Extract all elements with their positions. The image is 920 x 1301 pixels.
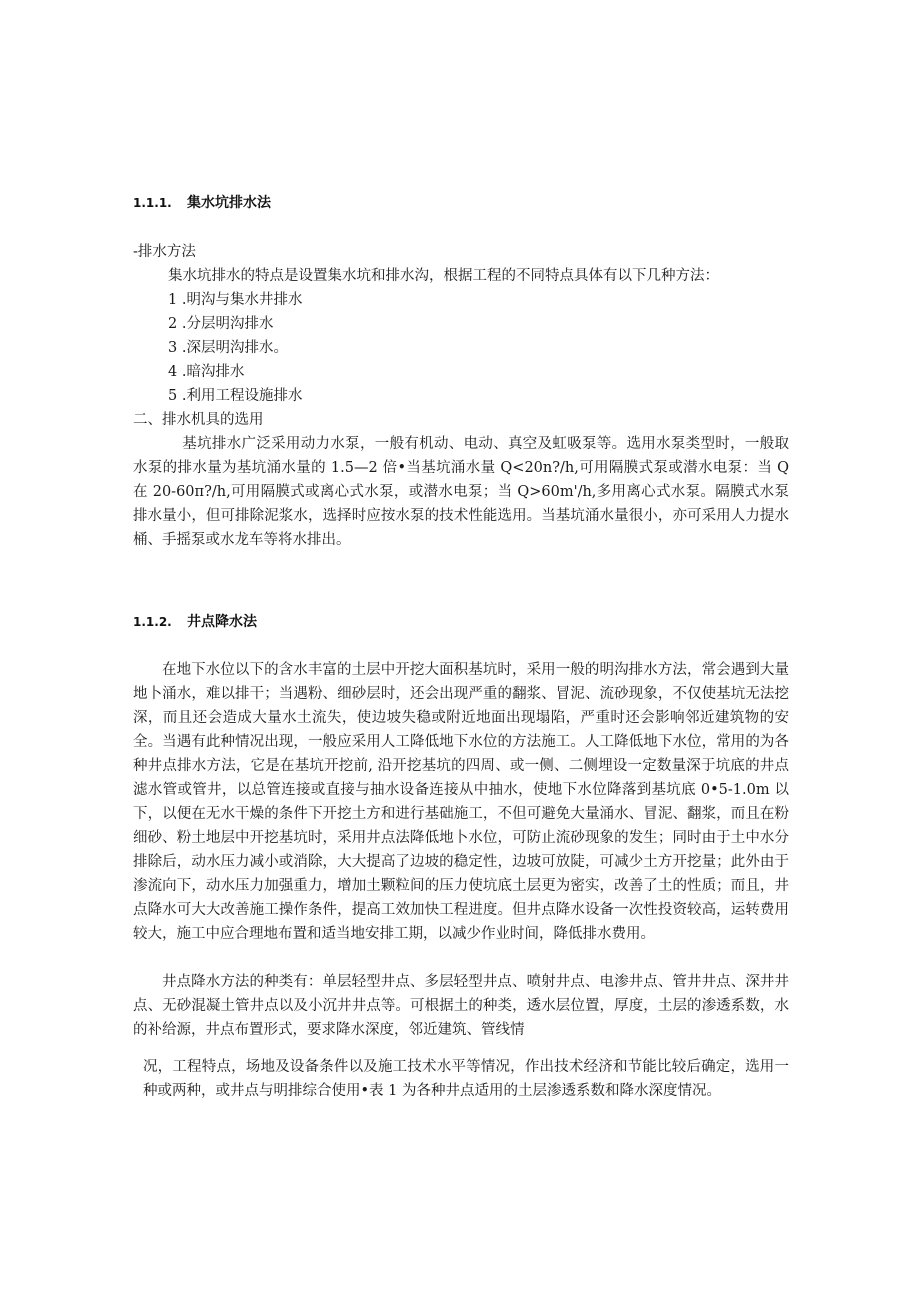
paragraph-wellpoint-types: 井点降水方法的种类有：单层轻型井点、多层轻型井点、喷射井点、电渗井点、管井井点、深井井点、无砂混凝土管井点以及小沉井井点等。可根据土的种类，透水层位置，厚度，土层的渗透系数，水的补给源，井点布置形式，要求降水深度，邻近建筑、管线情	[133, 974, 789, 1038]
section-heading-1-1-1	[133, 192, 271, 212]
intro-line: 集水坑排水的特点是设置集水坑和排水沟，根据工程的不同特点具体有以下几种方法：	[168, 268, 719, 284]
section-title: 井点降水法	[187, 614, 257, 630]
list-item: 3 .深层明沟排水。	[168, 340, 288, 356]
list-item: 4 .暗沟排水	[168, 364, 245, 380]
list-item: 5 .利用工程设施排水	[168, 388, 303, 404]
paragraph-wellpoint-selection: 况，工程特点，场地及设备条件以及施工技术水平等情况，作出技术经济和节能比较后确定，选用一种或两种，或井点与明排综合使用•表 1 为各种井点适用的土层渗透系数和降水深度情况。	[143, 1059, 789, 1099]
section-number: 1.1.2.	[133, 615, 172, 629]
section-number: 1.1.1.	[133, 196, 172, 210]
subheading-equipment: 二、排水机具的选用	[133, 412, 264, 428]
section-heading-1-1-2	[133, 611, 257, 631]
list-item: 2 .分层明沟排水	[168, 316, 274, 332]
subheading-drainage-method: -排水方法	[133, 244, 196, 260]
list-item: 1 .明沟与集水井排水	[168, 292, 303, 308]
paragraph-equipment: 基坑排水广泛采用动力水泵，一般有机动、电动、真空及虹吸泵等。选用水泵类型时，一般取水泵的排水量为基坑涌水量的 1.5—2 倍•当基坑涌水量 Q<20n?/h,可用隔膜式泵或潜水电泵：当 Q 在 20-60π?/h,可用隔膜式或离心式水泵，或潜水电泵；当 Q>60m'/h,多用离心式水泵。隔膜式水泵排水量小，但可排除泥浆水，选择时应按水泵的技术性能选用。当基坑涌水量很小，亦可采用人力提水桶、手摇泵或水龙车等将水排出。	[133, 436, 789, 548]
paragraph-wellpoint-intro: 在地下水位以下的含水丰富的土层中开挖大面积基坑时，采用一般的明沟排水方法，常会遇到大量地卜涌水，难以排干；当遇粉、细砂层时，还会出现严重的翻浆、冒泥、流砂现象，不仅使基坑无法挖深，而且还会造成大量水土流失，使边坡失稳或附近地面出现塌陷，严重时还会影响邻近建筑物的安全。当遇有此种情况出现，一般应采用人工降低地下水位的方法施工。人工降低地下水位，常用的为各种井点排水方法，它是在基坑开挖前, 沿开挖基坑的四周、或一侧、二侧埋设一定数量深于坑底的井点滤水管或管井，以总管连接或直接与抽水设备连接从中抽水，使地下水位降落到基坑底 0•5-1.0m 以下，以便在无水干燥的条件下开挖土方和进行基础施工，不但可避免大量涌水、冒泥、翻浆，而且在粉细砂、粉土地层中开挖基坑时，采用井点法降低地卜水位，可防止流砂现象的发生；同时由于土中水分排除后，动水压力减小或消除，大大提高了边坡的稳定性，边坡可放陡，可减少土方开挖量；此外由于渗流向下，动水压力加强重力，增加土颗粒间的压力使坑底土层更为密实，改善了土的性质；而且，井点降水可大大改善施工操作条件，提高工效加快工程进度。但井点降水设备一次性投资较高，运转费用较大，施工中应合理地布置和适当地安排工期，以减少作业时间，降低排水费用。	[133, 662, 789, 942]
section-title: 集水坑排水法	[187, 195, 271, 211]
